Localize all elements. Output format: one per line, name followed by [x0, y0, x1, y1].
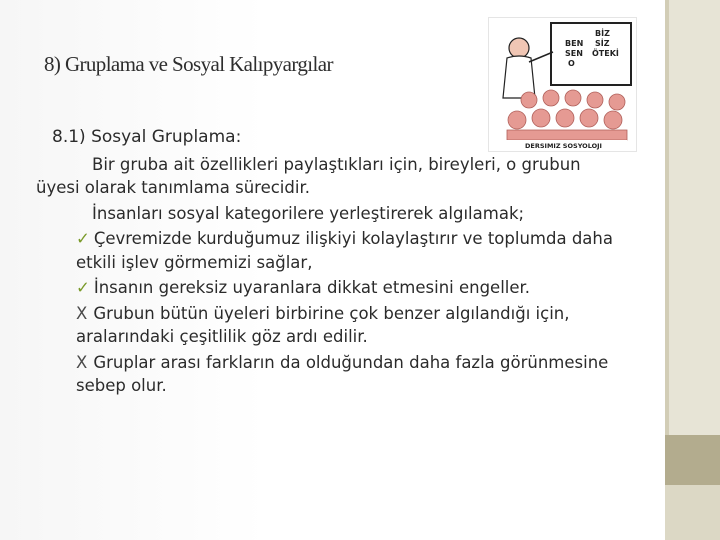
- list-item-text: Gruplar arası farkların da olduğundan daha fazla görünmesine sebep olur.: [76, 352, 609, 395]
- definition-paragraph: Bir gruba ait özellikleri paylaştıkları için, bireyleri, o grubun üyesi olarak tanımlama sürecidir.: [36, 154, 581, 197]
- audience-head: [556, 109, 574, 127]
- audience-head: [565, 90, 581, 106]
- board-word-4: BİZ: [595, 29, 610, 38]
- audience-head: [532, 109, 550, 127]
- x-mark-icon: X: [76, 352, 88, 372]
- teacher-arm: [529, 52, 553, 62]
- list-item-text: Grubun bütün üyeleri birbirine çok benzer algılandığı için, aralarındaki çeşitlilik göz ardı edilir.: [76, 303, 570, 346]
- slide-title: 8) Gruplama ve Sosyal Kalıpyargılar: [44, 52, 333, 76]
- list-item-text: İnsanın gereksiz uyaranlara dikkat etmesini engeller.: [93, 278, 531, 297]
- board-word-3: O: [568, 59, 575, 68]
- board-word-2: SEN: [565, 49, 583, 58]
- board-word-6: ÖTEKİ: [592, 49, 619, 58]
- audience-head: [521, 92, 537, 108]
- list-item: [36, 351, 626, 398]
- check-icon: ✓: [76, 278, 90, 297]
- cartoon-caption: DERSIMIZ SOSYOLOJI: [525, 142, 602, 150]
- blackboard: [551, 23, 631, 85]
- audience-head: [543, 90, 559, 106]
- audience-head: [580, 109, 598, 127]
- audience-head: [609, 94, 625, 110]
- list-item: [36, 276, 626, 300]
- section-subheading: 8.1) Sosyal Gruplama:: [52, 127, 242, 147]
- board-word-1: BEN: [565, 39, 584, 48]
- list-item: [36, 227, 626, 274]
- list-item: [36, 302, 626, 349]
- slide-content: [36, 126, 626, 400]
- intro-line: İnsanları sosyal kategorilere yerleştirerek algılamak;: [92, 203, 525, 223]
- audience-head: [587, 92, 603, 108]
- board-word-5: SİZ: [595, 39, 610, 48]
- side-bar-accent-lower: [665, 485, 720, 540]
- check-icon: ✓: [76, 229, 90, 248]
- side-bar-accent: [665, 435, 720, 485]
- x-mark-icon: X: [76, 303, 88, 323]
- teacher-head: [509, 38, 529, 58]
- side-decoration-bar: [665, 0, 720, 540]
- list-item-text: Çevremizde kurduğumuz ilişkiyi kolaylaştırır ve toplumda daha etkili işlev görmemizi sağlar,: [76, 229, 613, 272]
